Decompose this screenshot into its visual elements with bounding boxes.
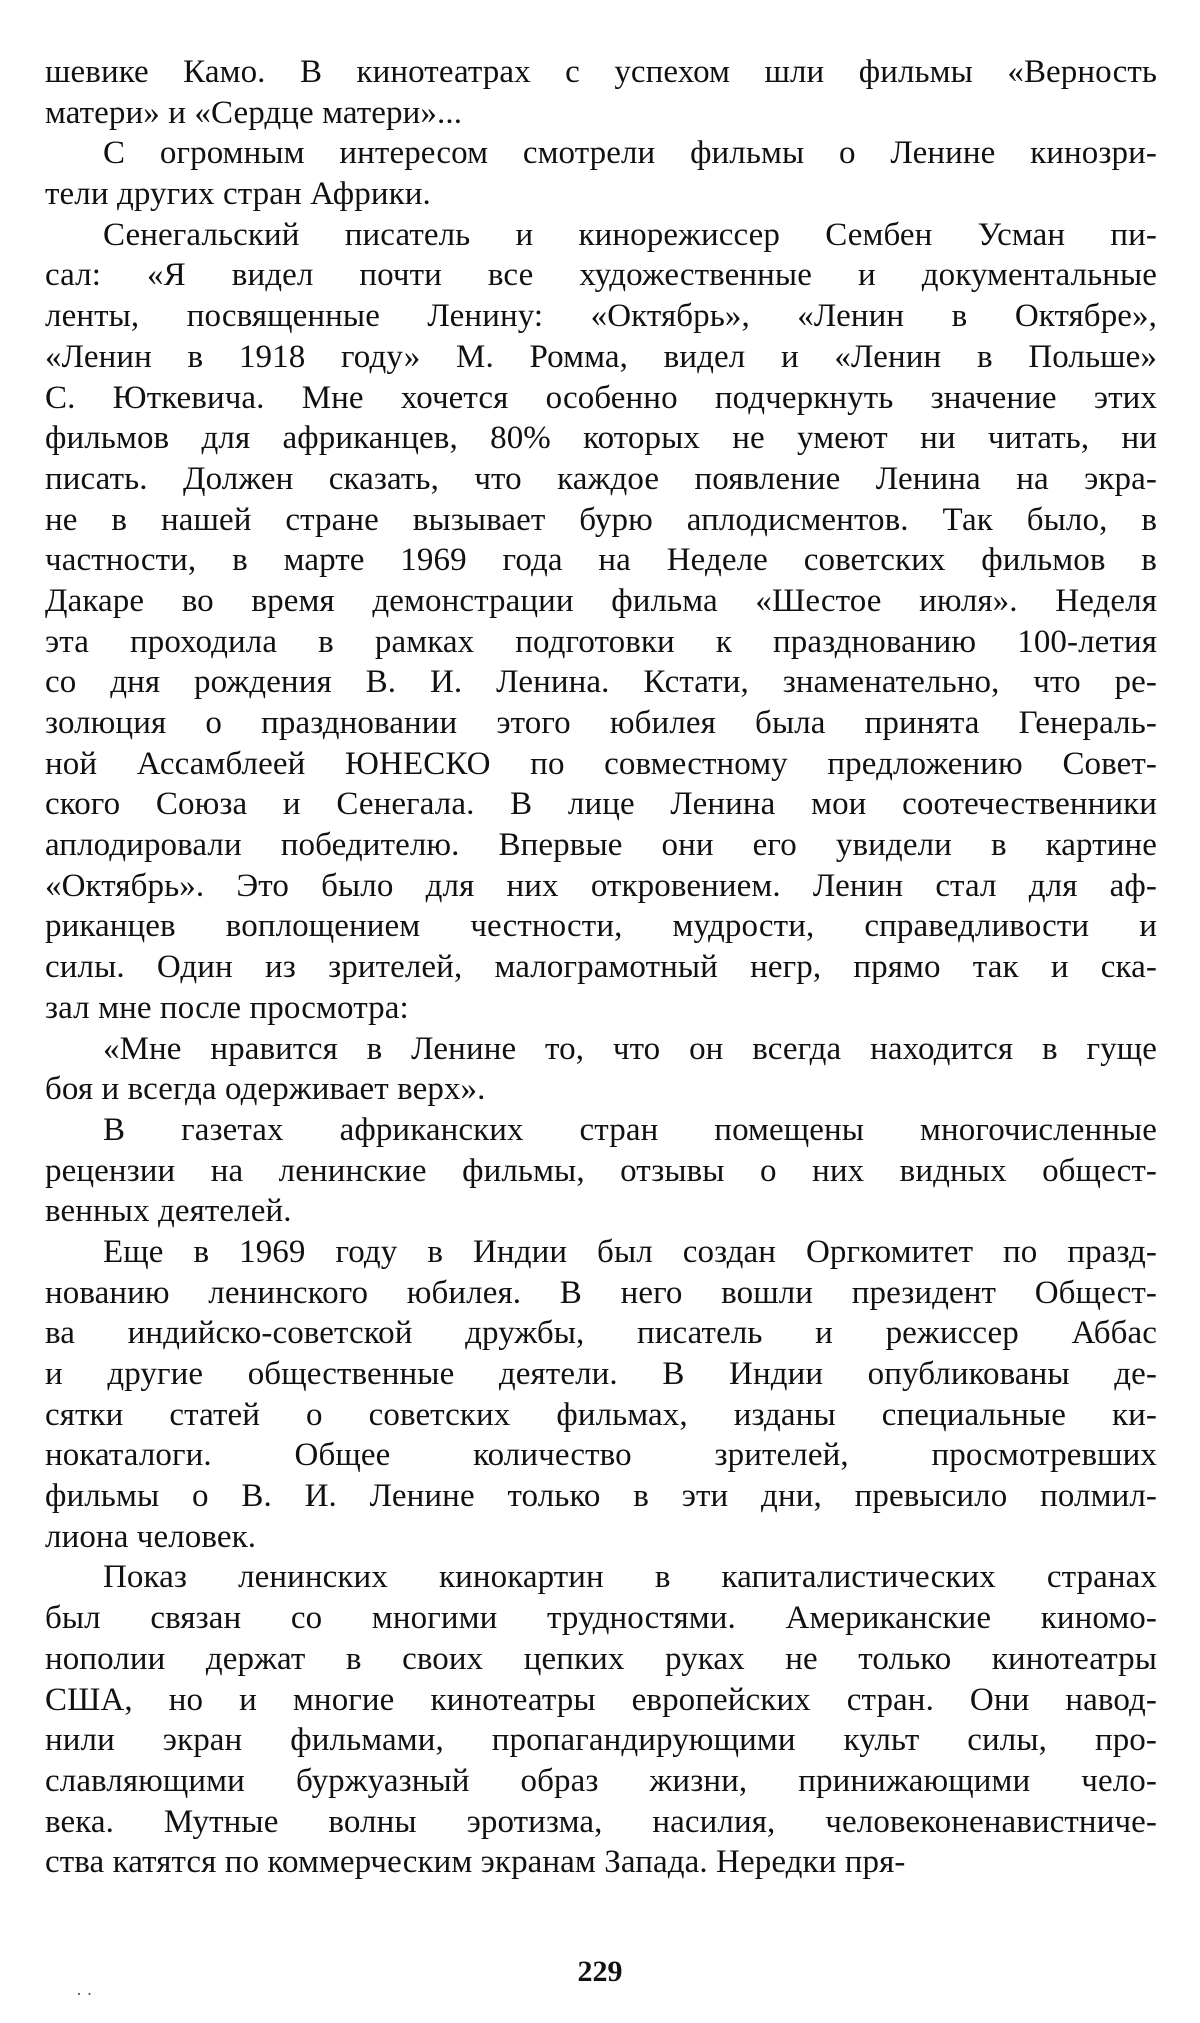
text-line: «Мне нравится в Ленине то, что он всегда находится в гуще — [103, 1030, 1157, 1067]
page-number: 229 — [577, 1955, 623, 1988]
text-line: венных деятелей. — [45, 1193, 292, 1230]
text-line: века. Мутные волны эротизма, насилия, человеконенавистниче- — [45, 1803, 1157, 1840]
paragraph — [45, 215, 1157, 1029]
corner-mark: · · — [76, 1984, 93, 2004]
text-line: нили экран фильмами, пропагандирующими культ силы, про- — [45, 1722, 1157, 1759]
text-line: рецензии на ленинские фильмы, отзывы о них видных общест- — [45, 1152, 1157, 1189]
text-line: С. Юткевича. Мне хочется особенно подчеркнуть значение этих — [45, 379, 1157, 416]
text-line: нополии держат в своих цепких руках не только кинотеатры — [45, 1640, 1157, 1677]
text-line: «Ленин в 1918 году» М. Ромма, видел и «Ленин в Польше» — [45, 338, 1157, 375]
text-line: золюция о праздновании этого юбилея была принята Генераль- — [45, 705, 1157, 741]
text-line: нокаталоги. Общее количество зрителей, просмотревших — [45, 1437, 1157, 1474]
text-line: ства катятся по коммерческим экранам Запада. Нередки пря- — [45, 1844, 906, 1881]
text-line: США, но и многие кинотеатры европейских стран. Они навод- — [45, 1681, 1157, 1718]
text-line: славляющими буржуазный образ жизни, принижающими чело- — [45, 1762, 1157, 1799]
text-line: не в нашей стране вызывает бурю аплодисментов. Так было, в — [45, 501, 1157, 538]
text-line: ленты, посвященные Ленину: «Октябрь», «Ленин в Октябре», — [45, 298, 1157, 335]
text-line: фильмы о В. И. Ленине только в эти дни, превысило полмил- — [45, 1478, 1157, 1515]
text-line: сал: «Я видел почти все художественные и документальные — [45, 257, 1157, 294]
text-line: был связан со многими трудностями. Американские киномо- — [45, 1600, 1157, 1637]
text-line: зал мне после просмотра: — [45, 989, 409, 1026]
page-body — [45, 52, 1157, 1883]
paragraph — [45, 1232, 1157, 1558]
text-line: лиона человек. — [45, 1518, 257, 1555]
text-line: «Октябрь». Это было для них откровением. Ленин стал для аф- — [45, 867, 1157, 904]
text-line: сятки статей о советских фильмах, изданы специальные ки- — [45, 1396, 1157, 1433]
text-line: боя и всегда одерживает верх». — [45, 1071, 486, 1108]
text-line: С огромным интересом смотрели фильмы о Ленине кинозри- — [103, 135, 1157, 172]
text-line: со дня рождения В. И. Ленина. Кстати, знаменательно, что ре- — [45, 664, 1157, 701]
text-line: В газетах африканских стран помещены многочисленные — [103, 1111, 1157, 1148]
text-line: Показ ленинских кинокартин в капиталистических странах — [103, 1559, 1157, 1596]
text-line: и другие общественные деятели. В Индии опубликованы де- — [45, 1356, 1157, 1392]
paragraph — [45, 1557, 1157, 1883]
text-line: частности, в марте 1969 года на Неделе советских фильмов в — [45, 542, 1157, 579]
text-line: риканцев воплощением честности, мудрости, справедливости и — [45, 908, 1157, 945]
text-line: матери» и «Сердце матери»... — [45, 94, 463, 131]
text-line: Сенегальский писатель и кинорежиссер Сембен Усман пи- — [103, 216, 1157, 253]
paragraph — [45, 133, 1157, 214]
text-line: ва индийско-советской дружбы, писатель и режиссер Аббас — [45, 1315, 1157, 1352]
text-line: ной Ассамблеей ЮНЕСКО по совместному предложению Совет- — [45, 745, 1157, 782]
text-line: нованию ленинского юбилея. В него вошли президент Общест- — [45, 1274, 1157, 1311]
paragraph — [45, 1029, 1157, 1110]
text-line: ского Союза и Сенегала. В лице Ленина мои соотечественники — [45, 786, 1157, 823]
text-line: фильмов для африканцев, 80% которых не умеют ни читать, ни — [45, 420, 1157, 457]
text-line: Еще в 1969 году в Индии был создан Оргкомитет по празд- — [103, 1233, 1157, 1270]
text-line: Дакаре во время демонстрации фильма «Шестое июля». Неделя — [45, 582, 1157, 619]
text-line: эта проходила в рамках подготовки к празднованию 100-летия — [45, 623, 1157, 660]
text-line: тели других стран Африки. — [45, 176, 431, 213]
paragraph — [45, 52, 1157, 133]
paragraph — [45, 1110, 1157, 1232]
text-line: аплодировали победителю. Впервые они его увидели в картине — [45, 827, 1157, 864]
text-line: силы. Один из зрителей, малограмотный негр, прямо так и ска- — [45, 949, 1157, 986]
text-line: шевике Камо. В кинотеатрах с успехом шли фильмы «Верность — [45, 54, 1157, 90]
text-line: писать. Должен сказать, что каждое появление Ленина на экра- — [45, 460, 1157, 497]
